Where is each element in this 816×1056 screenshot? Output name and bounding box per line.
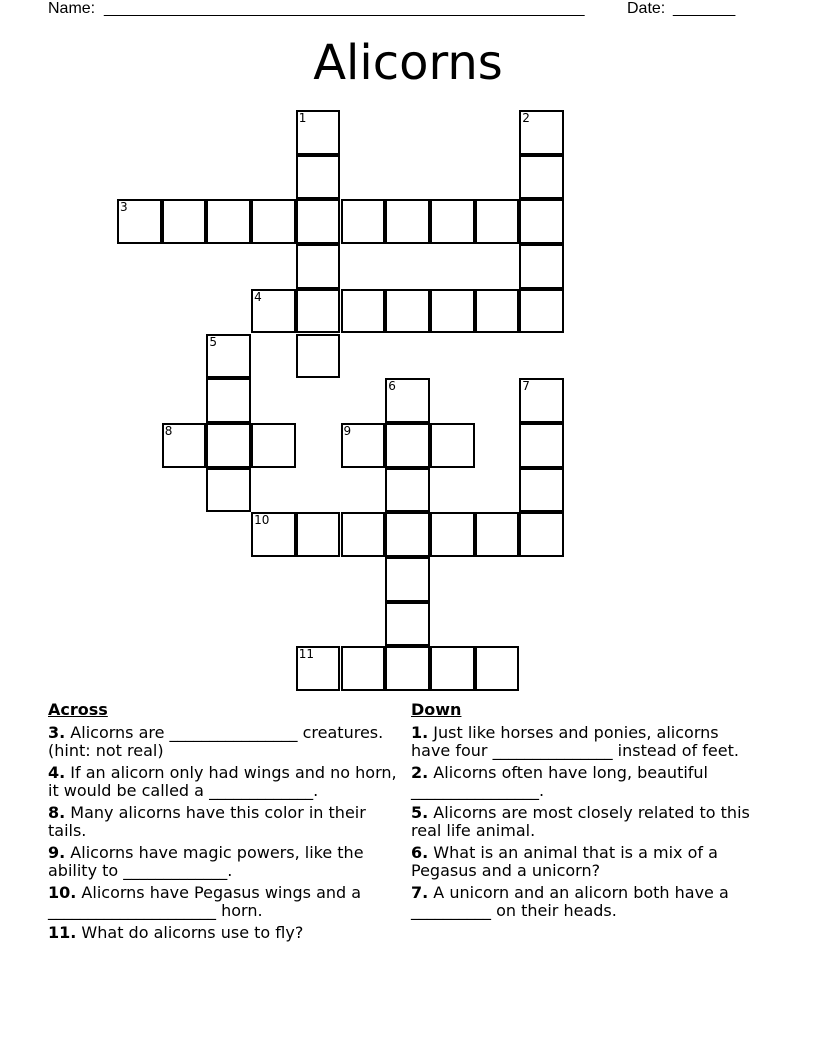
crossword-cell[interactable] — [296, 244, 341, 289]
crossword-cell[interactable] — [251, 423, 296, 468]
crossword-cell[interactable] — [341, 646, 386, 691]
crossword-cell[interactable] — [519, 378, 564, 423]
crossword-cell[interactable] — [385, 289, 430, 334]
date-blank: _______ — [673, 0, 736, 17]
crossword-cell[interactable] — [475, 512, 520, 557]
clue-number: 8. — [48, 802, 66, 822]
clue-number: 3 — [120, 200, 128, 215]
crossword-cell[interactable] — [385, 423, 430, 468]
crossword-cell[interactable] — [475, 289, 520, 334]
clue-number: 11. — [48, 922, 77, 942]
clue-number: 6 — [388, 379, 396, 394]
clue-item — [48, 844, 408, 881]
clue-number: 10. — [48, 882, 77, 902]
crossword-cell[interactable] — [519, 423, 564, 468]
crossword-cell[interactable] — [296, 199, 341, 244]
crossword-cell[interactable] — [162, 423, 207, 468]
clue-text: Alicorns have Pegasus wings and a _____________________ horn. — [48, 882, 362, 920]
clue-item — [411, 764, 756, 801]
crossword-cell[interactable] — [385, 199, 430, 244]
crossword-cell[interactable] — [251, 289, 296, 334]
clue-number: 2. — [411, 762, 429, 782]
crossword-cell[interactable] — [385, 378, 430, 423]
crossword-cell[interactable] — [430, 289, 475, 334]
clue-number: 9 — [343, 423, 352, 438]
crossword-cell[interactable] — [117, 199, 162, 244]
crossword-cell[interactable] — [475, 646, 520, 691]
crossword-cell[interactable] — [519, 244, 564, 289]
crossword-cell[interactable] — [385, 646, 430, 691]
crossword-cell[interactable] — [206, 378, 251, 423]
clue-number: 10 — [254, 513, 270, 528]
crossword-cell[interactable] — [430, 646, 475, 691]
crossword-cell[interactable] — [519, 199, 564, 244]
down-clue-list — [411, 724, 756, 921]
crossword-cell[interactable] — [430, 512, 475, 557]
clue-number: 4. — [48, 762, 66, 782]
down-clues — [411, 701, 756, 924]
clue-number: 6. — [411, 842, 429, 862]
crossword-cell[interactable] — [519, 289, 564, 334]
clue-number: 2 — [522, 111, 530, 125]
clue-item — [411, 724, 756, 761]
clue-number: 1 — [298, 111, 307, 125]
clue-text: What is an animal that is a mix of a Pegasus and a unicorn? — [411, 842, 718, 880]
across-heading: Across — [48, 700, 108, 719]
clue-item — [411, 804, 756, 841]
crossword-cell[interactable] — [385, 468, 430, 513]
clue-number: 11 — [298, 647, 315, 662]
crossword-cell[interactable] — [519, 468, 564, 513]
crossword-cell[interactable] — [206, 468, 251, 513]
name-blank: ______________________________________________________ — [104, 0, 585, 17]
crossword-cell[interactable] — [430, 199, 475, 244]
crossword-cell[interactable] — [296, 289, 341, 334]
clue-text: Alicorns often have long, beautiful ________________. — [411, 762, 708, 800]
crossword-cell[interactable] — [519, 512, 564, 557]
crossword-cell[interactable] — [519, 155, 564, 200]
clue-item — [48, 804, 408, 841]
crossword-cell[interactable] — [341, 423, 386, 468]
clue-item — [411, 844, 756, 881]
clue-number: 7. — [411, 882, 429, 902]
crossword-cell[interactable] — [206, 199, 251, 244]
name-label: Name: — [48, 0, 96, 17]
page-title: Alicorns — [313, 35, 503, 91]
crossword-cell[interactable] — [206, 423, 251, 468]
clue-text: Alicorns are ________________ creatures. (hint: not real) — [48, 722, 384, 760]
clue-item — [48, 924, 408, 943]
clue-text: Alicorns are most closely related to this real life animal. — [411, 802, 750, 840]
clue-number: 5 — [209, 334, 218, 349]
across-clue-list — [48, 724, 408, 943]
crossword-cell[interactable] — [296, 334, 341, 379]
crossword-cell[interactable] — [430, 423, 475, 468]
crossword-cell[interactable] — [206, 334, 251, 379]
clue-text: A unicorn and an alicorn both have a __________ on their heads. — [411, 882, 729, 920]
clue-number: 1. — [411, 722, 429, 742]
clue-number: 8 — [164, 423, 173, 438]
clue-item — [411, 884, 756, 921]
crossword-cell[interactable] — [296, 110, 341, 155]
date-label: Date: — [627, 0, 666, 17]
crossword-cell[interactable] — [341, 289, 386, 334]
crossword-cell[interactable] — [251, 199, 296, 244]
clue-number: 7 — [522, 379, 530, 394]
clue-text: Just like horses and ponies, alicorns have four _______________ instead of feet. — [411, 722, 739, 760]
crossword-cell[interactable] — [475, 199, 520, 244]
clue-number: 3. — [48, 722, 66, 742]
crossword-cell[interactable] — [519, 110, 564, 155]
across-clues — [48, 701, 408, 945]
clue-item — [48, 764, 408, 801]
crossword-cell[interactable] — [296, 646, 341, 691]
down-heading: Down — [411, 700, 462, 719]
clue-item — [48, 884, 408, 921]
crossword-cell[interactable] — [385, 602, 430, 647]
clue-number: 9. — [48, 842, 66, 862]
clue-text: If an alicorn only had wings and no horn, it would be called a _____________. — [48, 762, 397, 800]
clue-number: 5. — [411, 802, 429, 822]
clue-text: What do alicorns use to fly? — [76, 922, 304, 942]
crossword-cell[interactable] — [296, 155, 341, 200]
clue-number: 4 — [254, 289, 262, 304]
clue-text: Alicorns have magic powers, like the ability to _____________. — [48, 842, 364, 880]
crossword-cell[interactable] — [251, 512, 296, 557]
crossword-cell[interactable] — [341, 512, 386, 557]
crossword-cell[interactable] — [296, 512, 341, 557]
crossword-cell[interactable] — [162, 199, 207, 244]
clue-item — [48, 724, 408, 761]
clue-text: Many alicorns have this color in their tails. — [48, 802, 366, 840]
crossword-cell[interactable] — [385, 557, 430, 602]
crossword-cell[interactable] — [341, 199, 386, 244]
crossword-cell[interactable] — [385, 512, 430, 557]
